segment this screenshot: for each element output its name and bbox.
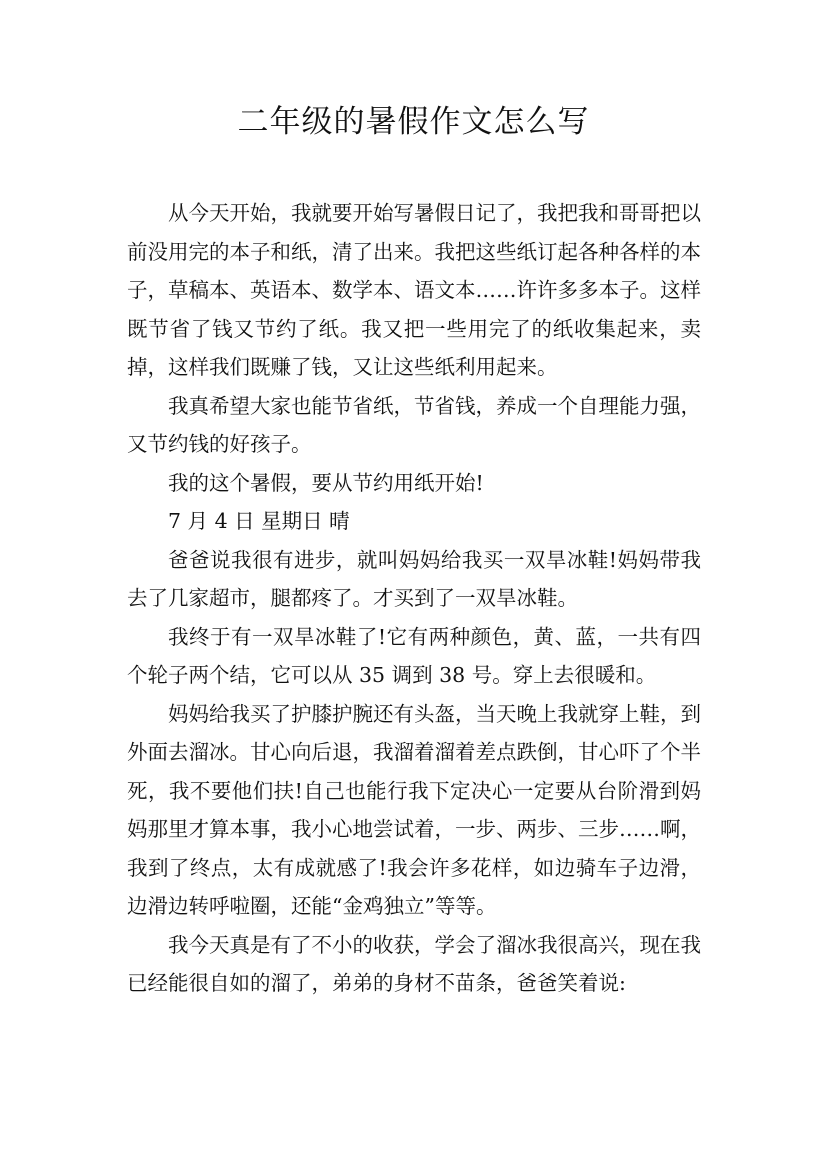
paragraph: 妈妈给我买了护膝护腕还有头盔，当天晚上我就穿上鞋，到外面去溜冰。甘心向后退，我溜着溜着差点跌倒，甘心吓了个半死，我不要他们扶!自己也能行我下定决心一定要从台阶滑到妈妈那里才算本事，我小心地尝试着，一步、两步、三步……啊，我到了终点，太有成就感了!我会许多花样，如边骑车子边滑，边滑边转呼啦圈，还能“金鸡独立”等等。 [127,701,701,918]
paragraph: 我真希望大家也能节省纸，节省钱，养成一个自理能力强，又节约钱的好孩子。 [127,393,701,456]
paragraph: 我的这个暑假，要从节约用纸开始! [168,470,484,495]
document-title: 二年级的暑假作文怎么写 [237,104,590,140]
document-body [127,194,701,1003]
diary-date-line: 7 月 4 日 星期日 晴 [168,509,350,533]
paragraph: 我今天真是有了不小的收获，学会了溜冰我很高兴，现在我已经能很自如的溜了，弟弟的身材不苗条，爸爸笑着说: [127,932,701,995]
paragraph: 我终于有一双旱冰鞋了!它有两种颜色，黄、蓝，一共有四个轮子两个结，它可以从 35 调到 38 号。穿上去很暖和。 [127,624,701,687]
paragraph: 爸爸说我很有进步，就叫妈妈给我买一双旱冰鞋!妈妈带我去了几家超市，腿都疼了。才买到了一双旱冰鞋。 [127,547,701,610]
paragraph: 从今天开始，我就要开始写暑假日记了，我把我和哥哥把以前没用完的本子和纸，清了出来。我把这些纸订起各种各样的本子，草稿本、英语本、数学本、语文本……许许多多本子。这样既节省了钱又节约了纸。我又把一些用完了的纸收集起来，卖掉，这样我们既赚了钱，又让这些纸利用起来。 [127,201,701,379]
